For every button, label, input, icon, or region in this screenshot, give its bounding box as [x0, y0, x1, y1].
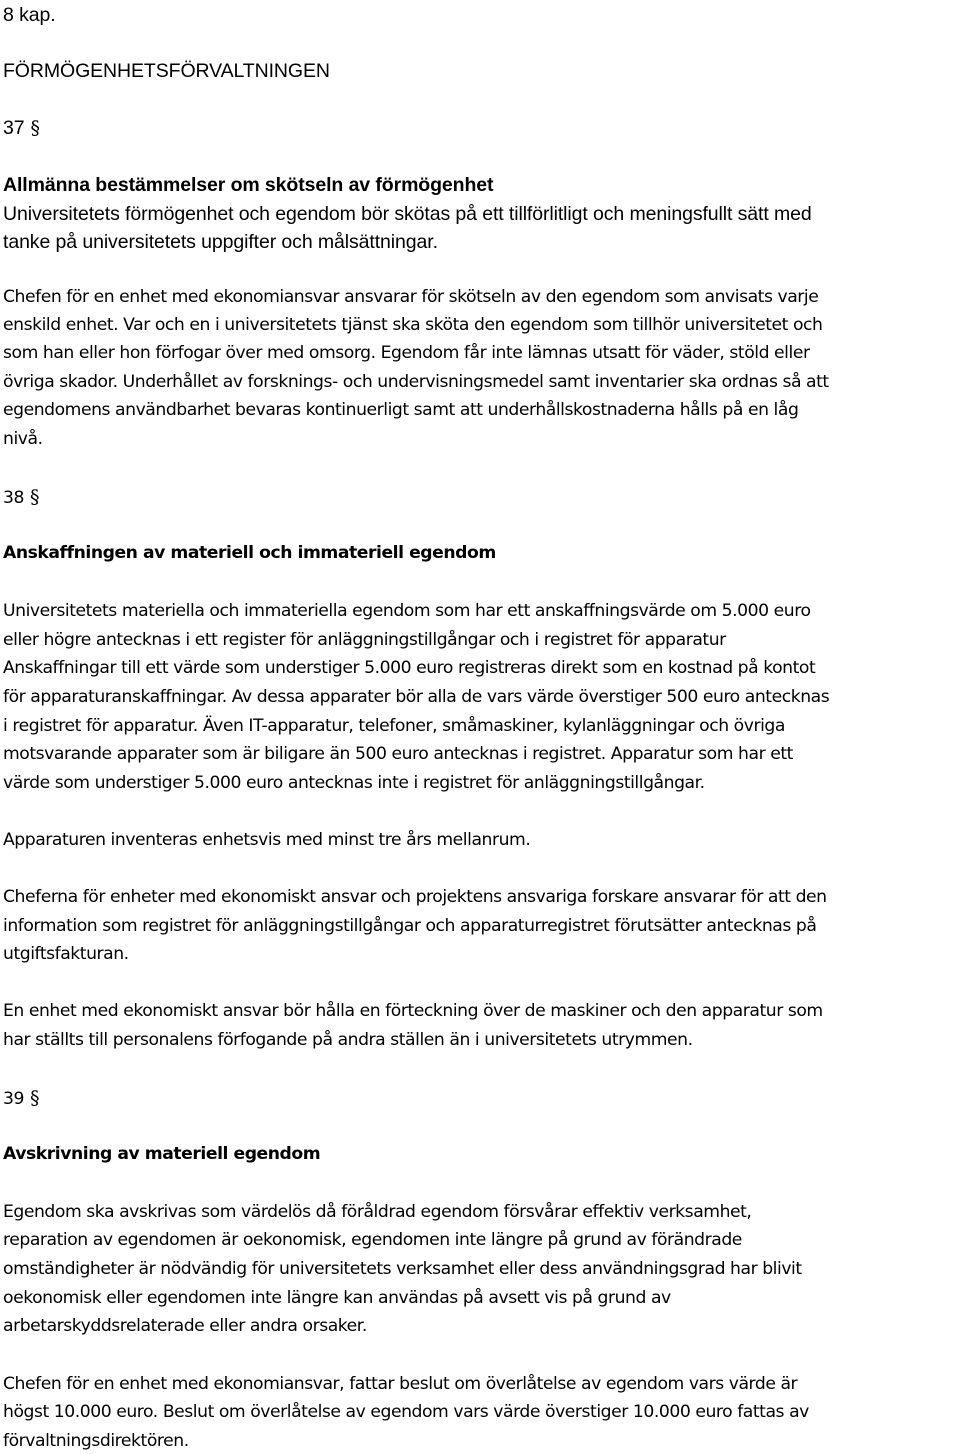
section-39-p1-line: arbetarskyddsrelaterade eller andra orsaker.	[3, 1316, 367, 1336]
section-mark: §	[30, 117, 40, 139]
section-39-p2-line: förvaltningsdirektören.	[3, 1431, 189, 1451]
section-38-p4-line: har ställts till personalens förfogande på andra ställen än i universitetets utrymmen.	[3, 1030, 693, 1050]
chapter-number: 8 kap.	[3, 4, 56, 26]
section-39-p1-line: omständigheter är nödvändig för universitetets verksamhet eller dess användningsgrad har blivit	[3, 1259, 802, 1279]
section-37-p1-line: Universitetets förmögenhet och egendom bör skötas på ett tillförlitligt och meningsfullt sätt med	[3, 203, 812, 225]
section-38-p1-line: eller högre antecknas i ett register för anläggningstillgångar och i registret för apparatur	[3, 630, 726, 650]
section-37-heading: Allmänna bestämmelser om skötseln av förmögenhet	[3, 174, 494, 196]
section-38-p3-line: utgiftsfakturan.	[3, 944, 129, 964]
section-38-p3-line: information som registret för anläggningstillgångar och apparaturregistret förutsätter antecknas på	[3, 916, 817, 936]
section-number: 37	[3, 117, 25, 139]
section-37-p2-line: enskild enhet. Var och en i universitetets tjänst ska sköta den egendom som tillhör universitetet och	[3, 315, 823, 335]
section-39-number	[3, 1089, 39, 1108]
section-37-p2-line: Chefen för en enhet med ekonomiansvar ansvarar för skötseln av den egendom som anvisats varje	[3, 287, 819, 307]
section-38-p1-line: för apparaturanskaffningar. Av dessa apparater bör alla de vars värde överstiger 500 euro antecknas	[3, 687, 830, 707]
section-37-p1-line: tanke på universitetets uppgifter och målsättningar.	[3, 231, 438, 253]
section-37-p2-line: övriga skador. Underhållet av forsknings- och undervisningsmedel samt inventarier ska ordnas så att	[3, 372, 829, 392]
section-37-p2-line: egendomens användbarhet bevaras kontinuerligt samt att underhållskostnaderna hålls på en låg	[3, 400, 799, 420]
section-38-p2-line: Apparaturen inventeras enhetsvis med minst tre års mellanrum.	[3, 830, 531, 850]
section-38-number	[3, 488, 39, 507]
section-38-p1-line: Anskaffningar till ett värde som understiger 5.000 euro registreras direkt som en kostnad på kontot	[3, 658, 816, 678]
section-38-p1-line: Universitetets materiella och immateriella egendom som har ett anskaffningsvärde om 5.000 euro	[3, 601, 811, 621]
section-38-p1-line: i registret för apparatur. Även IT-apparatur, telefoner, småmaskiner, kylanläggningar och övriga	[3, 716, 785, 736]
section-39-p2-line: högst 10.000 euro. Beslut om överlåtelse av egendom vars värde överstiger 10.000 euro fattas av	[3, 1402, 809, 1422]
section-39-heading: Avskrivning av materiell egendom	[3, 1144, 321, 1164]
section-38-heading: Anskaffningen av materiell och immateriell egendom	[3, 543, 496, 563]
section-39-p1-line: oekonomisk eller egendomen inte längre kan användas på avsett vis på grund av	[3, 1288, 671, 1308]
section-37-p2-line: nivå.	[3, 429, 43, 449]
section-38-p1-line: värde som understiger 5.000 euro antecknas inte i registret för anläggningstillgångar.	[3, 773, 705, 793]
section-38-p3-line: Cheferna för enheter med ekonomiskt ansvar och projektens ansvariga forskare ansvarar för att den	[3, 887, 827, 907]
section-37-p2-line: som han eller hon förfogar över med omsorg. Egendom får inte lämnas utsatt för väder, stöld eller	[3, 343, 810, 363]
section-39-p1-line: reparation av egendomen är oekonomisk, egendomen inte längre på grund av förändrade	[3, 1230, 742, 1250]
section-number: 38	[3, 488, 24, 508]
section-38-p4-line: En enhet med ekonomiskt ansvar bör hålla en förteckning över de maskiner och den apparatur som	[3, 1001, 823, 1021]
section-mark: §	[29, 1087, 40, 1109]
section-number: 39	[3, 1089, 24, 1109]
section-mark: §	[29, 486, 40, 508]
section-37-number	[3, 119, 40, 139]
section-39-p2-line: Chefen för en enhet med ekonomiansvar, fattar beslut om överlåtelse av egendom vars värde är	[3, 1374, 798, 1394]
section-39-p1-line: Egendom ska avskrivas som värdelös då föråldrad egendom försvårar effektiv verksamhet,	[3, 1202, 752, 1222]
section-38-p1-line: motsvarande apparater som är biligare än 500 euro antecknas i registret. Apparatur som har ett	[3, 744, 793, 764]
chapter-title: FÖRMÖGENHETSFÖRVALTNINGEN	[3, 60, 330, 82]
